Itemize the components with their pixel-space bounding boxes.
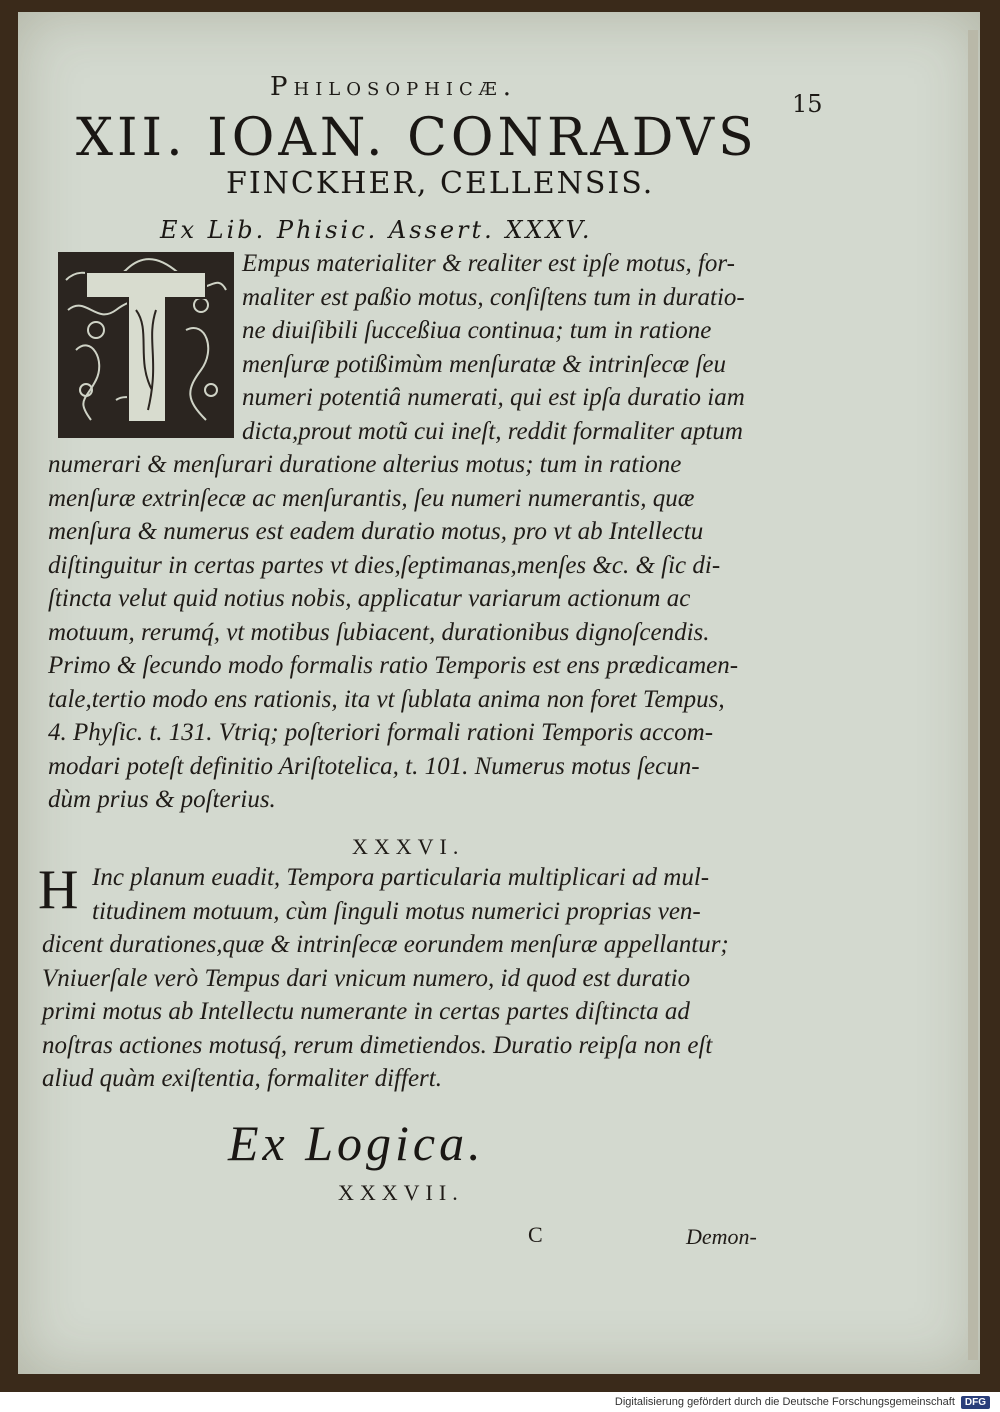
para36-line: primi motus ab Intellectu numerante in certas partes diſtincta ad bbox=[42, 998, 690, 1025]
para35-line: menſura & numerus est eadem duratio motus, pro vt ab Intellectu bbox=[48, 518, 704, 545]
para35-line: numerari & menſurari duratione alterius motus; tum in ratione bbox=[48, 451, 682, 478]
para36-line: titudinem motuum, cùm ſinguli motus numerici proprias ven- bbox=[92, 897, 701, 925]
dfg-logo: DFG bbox=[961, 1396, 990, 1409]
para35-line: Empus materialiter & realiter est ipſe motus, for- bbox=[242, 250, 735, 277]
para36-line: aliud quàm exiſtentia, formaliter differt. bbox=[42, 1065, 442, 1092]
initial-h: H bbox=[38, 859, 79, 921]
para35-line: ne diuiſibili ſucceßiua continua; tum in ratione bbox=[242, 317, 712, 344]
page-number: 15 bbox=[792, 90, 823, 118]
para36-line: Vniuerſale verò Tempus dari vnicum numero, id quod est duratio bbox=[42, 964, 691, 992]
para35-line: tale,tertio modo ens rationis, ita vt ſublata anima non foret Tempus, bbox=[48, 685, 725, 713]
catchword: Demon- bbox=[686, 1224, 757, 1249]
para36-line: noſtras actiones motusq́, rerum dimetiendos. Duratio reipſa non eſt bbox=[42, 1031, 713, 1059]
decorated-initial bbox=[56, 250, 236, 440]
title-line-2: FINCKHER, CELLENSIS. bbox=[226, 166, 655, 201]
section-heading-logica: Ex Logica. bbox=[228, 1115, 485, 1171]
running-head: Philosophicæ. bbox=[270, 72, 518, 102]
para35-line: ſtincta velut quid notius nobis, applicatur variarum actionum ac bbox=[48, 585, 691, 612]
section-number-37: XXXVII. bbox=[338, 1180, 464, 1205]
para35-line: menſuræ extrinſecæ ac menſurantis, ſeu numeri numerantis, quæ bbox=[48, 484, 695, 512]
title-line-1: XII. IOAN. CONRADVS bbox=[76, 108, 758, 168]
section-number-36: XXXVI. bbox=[352, 834, 465, 859]
para36-line: Inc planum euadit, Tempora particularia multiplicari ad mul- bbox=[92, 864, 710, 891]
para35-line: modari poteſt definitio Ariſtotelica, t. 101. Numerus motus ſecun- bbox=[48, 752, 700, 780]
page-edge bbox=[968, 30, 978, 1360]
para35-line: Primo & ſecundo modo formalis ratio Temporis est ens prædicamen- bbox=[48, 652, 739, 679]
para35-line: motuum, rerumq́, vt motibus ſubiacent, durationibus dignoſcendis. bbox=[48, 618, 710, 646]
section-heading: Ex Lib. Phisic. Assert. XXXV. bbox=[160, 216, 593, 244]
para36-line: dicent durationes,quæ & intrinſecæ eorundem menſuræ appellantur; bbox=[42, 931, 729, 958]
footer bbox=[615, 1392, 990, 1412]
footer-text: Digitalisierung gefördert durch die Deutsche Forschungsgemeinschaft bbox=[614, 1396, 955, 1408]
para35-line: 4. Phyſic. t. 131. Vtriq; poſteriori formali rationi Temporis accom- bbox=[48, 719, 714, 746]
para35-line: dicta,prout motũ cui ineſt, reddit formaliter aptum bbox=[242, 417, 743, 445]
para35-line: menſuræ potißimùm menſuratæ & intrinſecæ ſeu bbox=[242, 350, 727, 378]
para35-line: maliter est paßio motus, conſiſtens tum in duratio- bbox=[242, 283, 745, 311]
signature-mark: C bbox=[528, 1222, 543, 1247]
para35-line: dùm prius & poſterius. bbox=[48, 786, 276, 813]
para35-line: diſtinguitur in certas partes vt dies,ſeptimanas,menſes &c. & ſic di- bbox=[48, 551, 721, 579]
para35-line: numeri potentiâ numerati, qui est ipſa duratio iam bbox=[242, 384, 745, 411]
